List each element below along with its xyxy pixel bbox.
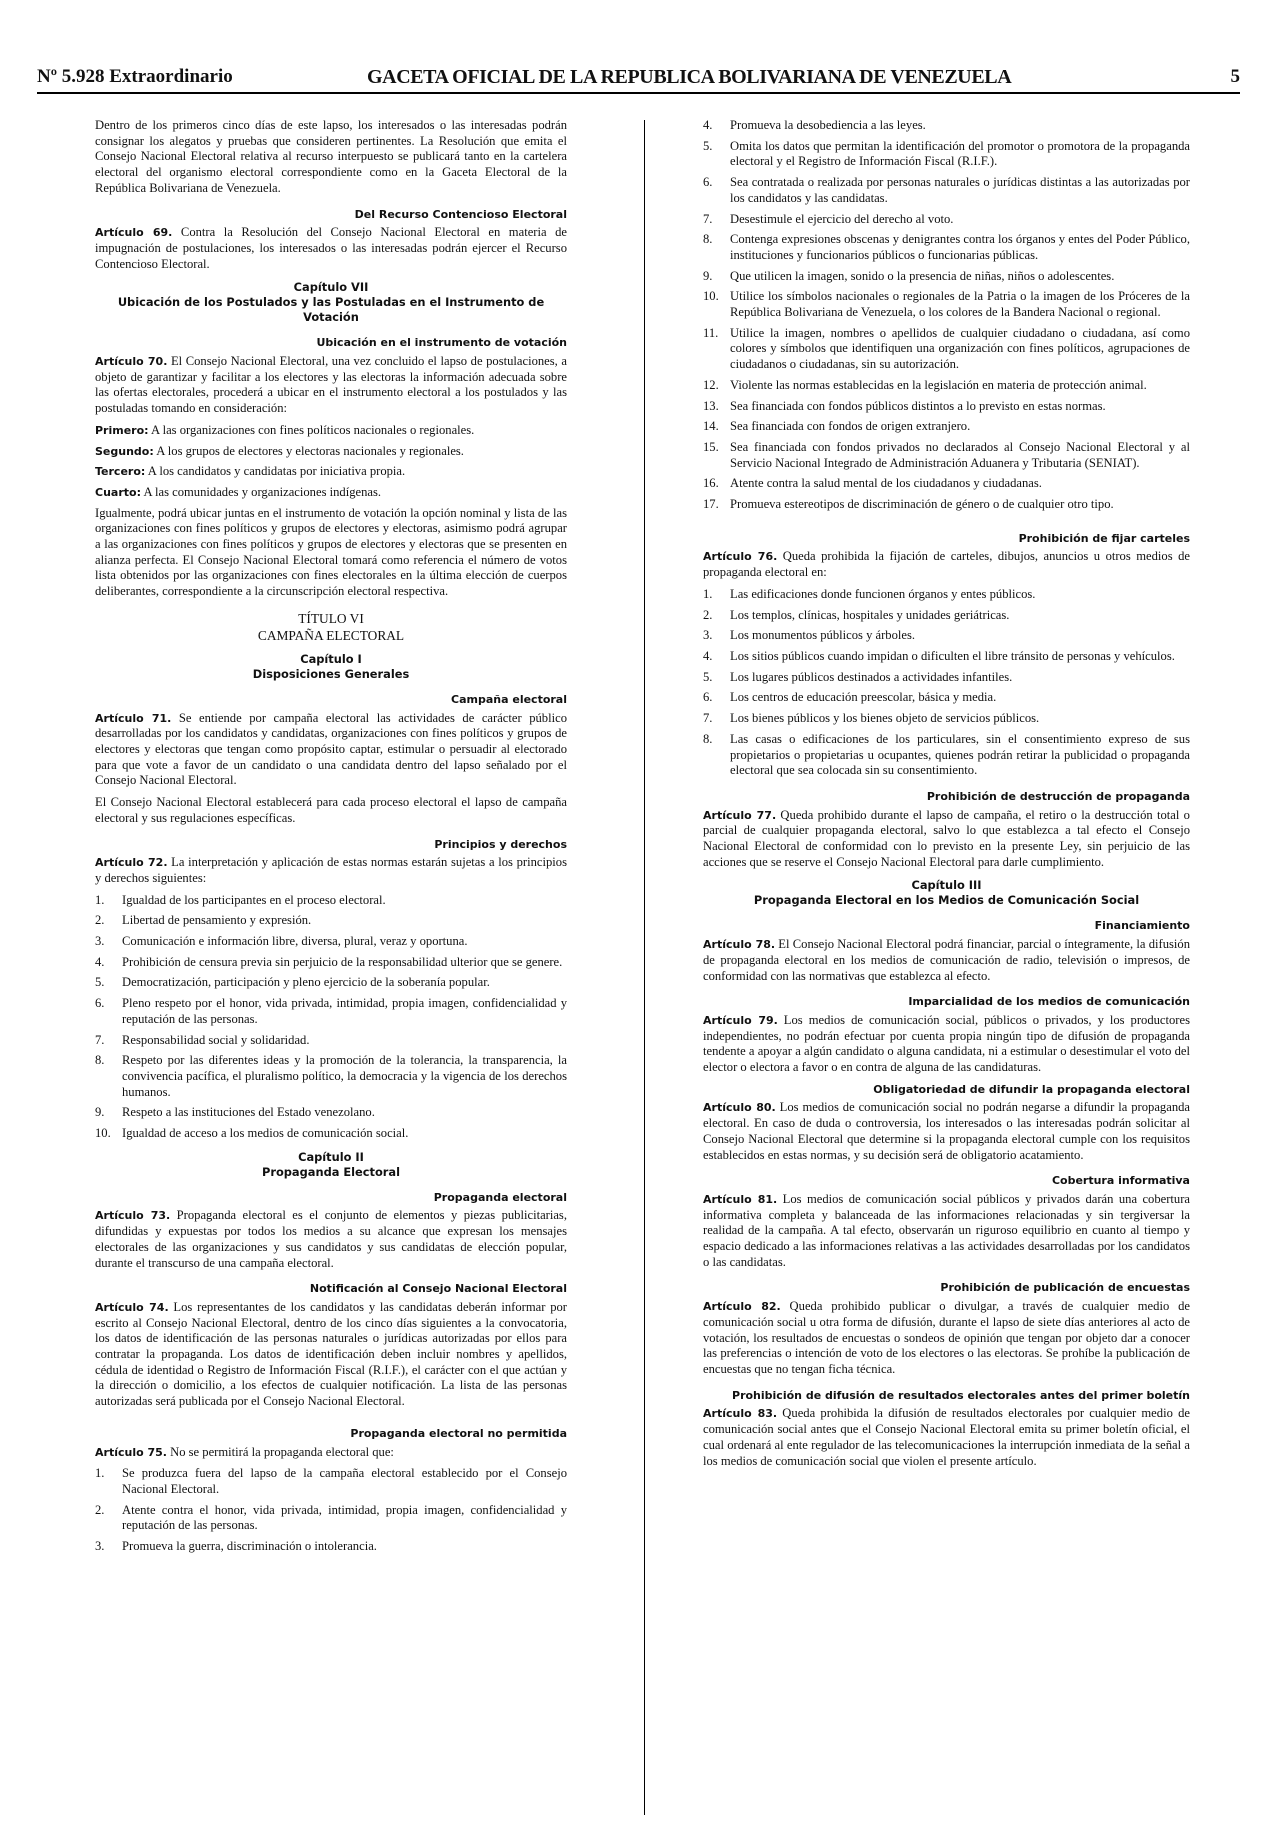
section-heading: Financiamiento	[1094, 919, 1190, 933]
item-text: Los bienes públicos y los bienes objeto de servicios públicos.	[730, 711, 1040, 726]
list-item	[703, 711, 1190, 727]
item-text: Sea financiada con fondos públicos distintos a lo previsto en estas normas.	[730, 398, 1106, 413]
chapter-title: Propaganda Electoral en los Medios de Comunicación Social	[753, 893, 1140, 908]
list-item	[95, 955, 567, 971]
item-number: 9.	[95, 1105, 105, 1120]
item-number: 4.	[703, 118, 713, 132]
article-label: Artículo 82.	[703, 1300, 781, 1314]
item-text: Las edificaciones donde funcionen órganos y entes públicos.	[730, 586, 1036, 601]
item-text: Contenga expresiones obscenas y denigrantes contra los órganos y entes del Poder Público, instituciones y funcionarios públicos o funcionarias públicas.	[730, 232, 1190, 262]
chapter-number: Capítulo II	[298, 1149, 364, 1164]
article-83	[703, 1406, 1190, 1469]
item-text: Igualdad de los participantes en el proceso electoral.	[122, 892, 386, 907]
list-item	[703, 212, 1190, 228]
item-number: 4.	[703, 648, 713, 663]
item-number: 6.	[95, 996, 105, 1011]
article-text: Propaganda electoral es el conjunto de elementos y piezas publicitarias, difundidas y expuestas por todos los medios a su alcance que expresan los mensajes electorales de las organizaciones y sus candidatos y sus candidatas de elección popular, durante el transcurso de una campaña electoral.	[95, 1208, 567, 1270]
column-divider	[644, 120, 645, 1815]
section-heading: Notificación al Consejo Nacional Electoral	[309, 1282, 567, 1296]
item-number: 8.	[703, 232, 713, 247]
list-item	[703, 289, 1190, 320]
item-text: Comunicación e información libre, diversa, plural, veraz y oportuna.	[122, 934, 468, 949]
article-72	[95, 855, 567, 886]
section-heading: Obligatoriedad de difundir la propaganda electoral	[873, 1082, 1190, 1096]
order-key: Cuarto:	[95, 485, 141, 499]
item-number: 8.	[95, 1053, 105, 1068]
list-item	[95, 1053, 567, 1100]
list-item	[703, 378, 1190, 394]
list-item	[703, 628, 1190, 644]
item-number: 9.	[703, 268, 713, 283]
chapter-number: Capítulo I	[300, 651, 362, 666]
article-80	[703, 1100, 1190, 1163]
article-text: Queda prohibida la fijación de carteles, dibujos, anuncios u otros medios de propaganda electoral en:	[703, 549, 1190, 580]
article-text: El Consejo Nacional Electoral podrá financiar, parcial o íntegramente, la difusión de propaganda electoral en los medios de comunicación de radio, televisión o impresos, de conformidad con las normativas que establezca al efecto.	[703, 937, 1190, 983]
list-item	[703, 118, 1190, 134]
section-heading: Campaña electoral	[451, 692, 567, 706]
list-item	[95, 975, 567, 991]
article-label: Artículo 70.	[95, 355, 168, 369]
order-item	[95, 423, 567, 439]
order-item	[95, 464, 567, 480]
item-text: Desestimule el ejercicio del derecho al voto.	[730, 211, 954, 226]
item-text: Violente las normas establecidas en la legislación en materia de protección animal.	[730, 377, 1147, 392]
article-text: Se entiende por campaña electoral las actividades de carácter público desarrolladas por los candidatos y candidatas, organizaciones con fines políticos y grupos de electores y electoras que tengan como propósito captar, estimular o persuadir al electorado para que vote a favor de un candidato o una candidata dentro del lapso señalado por el Consejo Nacional Electoral.	[95, 710, 567, 788]
order-value: A las organizaciones con fines políticos nacionales o regionales.	[151, 422, 475, 437]
article-label: Artículo 79.	[703, 1013, 778, 1027]
item-number: 11.	[703, 325, 719, 340]
item-text: Promueva la guerra, discriminación o intolerancia.	[122, 1539, 377, 1554]
item-text: Utilice la imagen, nombres o apellidos de cualquier ciudadano o ciudadana, así como colores y símbolos que identifiquen una organización con fines políticos, agrupaciones de ciudadanos o ciudadanas, sin su autorización.	[730, 325, 1190, 372]
article-78	[703, 937, 1190, 984]
section-heading: Prohibición de fijar carteles	[1018, 531, 1190, 545]
article-text: Los medios de comunicación social públicos y privados darán una cobertura informativa completa y balanceada de las informaciones relacionadas y sin tergiversar la realidad de la campaña. A tal efecto, observarán un riguroso equilibrio en cuanto al tiempo y espacio dedicado a las informaciones relativas a las actividades desarrolladas por los candidatos o las candidatas.	[703, 1191, 1190, 1269]
list-item	[95, 1105, 567, 1121]
order-item	[95, 444, 567, 460]
list-item	[703, 649, 1190, 665]
item-text: Igualdad de acceso a los medios de comunicación social.	[122, 1126, 409, 1141]
item-number: 7.	[703, 211, 713, 226]
item-number: 15.	[703, 439, 719, 454]
chapter-title: Ubicación de los Postulados y las Postuladas en el Instrumento de Votación	[117, 295, 545, 325]
paragraph: El Consejo Nacional Electoral establecerá para cada proceso electoral el lapso de campaña electoral y sus regulaciones específicas.	[95, 795, 567, 825]
item-number: 6.	[703, 175, 713, 190]
list-item	[95, 1033, 567, 1049]
item-number: 8.	[703, 731, 713, 746]
item-text: Que utilicen la imagen, sonido o la presencia de niñas, niños o adolescentes.	[730, 268, 1115, 283]
article-76	[703, 549, 1190, 580]
item-number: 2.	[703, 607, 713, 622]
item-number: 6.	[703, 690, 713, 705]
list-item	[95, 1126, 567, 1142]
left-column	[95, 118, 567, 1560]
list-item	[703, 269, 1190, 285]
list-item	[703, 399, 1190, 415]
article-text: No se permitirá la propaganda electoral que:	[166, 1444, 394, 1459]
article-79	[703, 1013, 1190, 1076]
article-label: Artículo 72.	[95, 856, 168, 870]
list-item	[703, 476, 1190, 492]
article-text: Queda prohibida la difusión de resultados electorales por cualquier medio de comunicación social antes que el Consejo Nacional Electoral emita su primer boletín oficial, el cual ordenará al ente regulador de las telecomunicaciones la interrupción inmediata de la señal a los medios de comunicación social que violen el presente artículo.	[703, 1406, 1190, 1468]
section-heading: Propaganda electoral	[433, 1190, 567, 1204]
order-item	[95, 485, 567, 501]
order-value: A las comunidades y organizaciones indígenas.	[143, 484, 382, 499]
item-number: 3.	[95, 1539, 105, 1554]
article-label: Artículo 78.	[703, 938, 776, 952]
item-text: Sea financiada con fondos de origen extranjero.	[730, 419, 971, 434]
right-column	[703, 118, 1190, 1475]
chapter-heading	[703, 878, 1190, 908]
item-number: 1.	[703, 586, 713, 601]
list-item	[703, 608, 1190, 624]
list-item	[703, 587, 1190, 603]
issue-number: Nº 5.928 Extraordinario	[37, 66, 233, 87]
article-label: Artículo 74.	[95, 1300, 169, 1314]
chapter-heading	[95, 280, 567, 325]
item-number: 16.	[703, 476, 719, 491]
article-label: Artículo 77.	[703, 808, 777, 822]
item-text: Se produzca fuera del lapso de la campaña electoral establecido por el Consejo Nacional Electoral.	[122, 1466, 567, 1496]
item-number: 10.	[95, 1126, 111, 1141]
item-text: Promueva la desobediencia a las leyes.	[730, 118, 926, 132]
chapter-number: Capítulo III	[911, 878, 982, 893]
list-item	[95, 1466, 567, 1497]
item-text: Los sitios públicos cuando impidan o dificulten el libre tránsito de personas y vehículos.	[730, 648, 1175, 663]
list-item	[703, 326, 1190, 373]
paragraph: Dentro de los primeros cinco días de este lapso, los interesados o las interesadas podrán consignar los alegatos y pruebas que consideren pertinentes. La Resolución que emita el Consejo Nacional Electoral relativa al recurso interpuesto se publicará tanto en la cartelera electoral del organismo electoral correspondiente como en la Gaceta Electoral de la República Bolivariana de Venezuela.	[95, 118, 567, 195]
item-number: 17.	[703, 497, 719, 512]
list-item	[703, 497, 1190, 513]
article-70	[95, 354, 567, 417]
title-number: TÍTULO VI	[298, 610, 364, 626]
article-82	[703, 1299, 1190, 1378]
header-rule	[37, 92, 1240, 94]
article-label: Artículo 81.	[703, 1192, 778, 1206]
article-77	[703, 808, 1190, 871]
article-label: Artículo 83.	[703, 1407, 778, 1421]
section-heading: Cobertura informativa	[1051, 1174, 1190, 1188]
item-text: Los centros de educación preescolar, básica y media.	[730, 690, 997, 705]
item-text: Prohibición de censura previa sin perjuicio de la responsabilidad ulterior que se genere.	[122, 954, 563, 969]
item-number: 1.	[95, 892, 105, 907]
item-number: 10.	[703, 289, 719, 304]
list-item	[703, 440, 1190, 471]
item-text: Las casas o edificaciones de los particulares, sin el consentimiento expreso de sus propietarios o propietarias u ocupantes, quienes podrán retirar la publicidad o propaganda electoral que sea colocada sin su consentimiento.	[730, 731, 1190, 778]
chapter-title: Disposiciones Generales	[252, 666, 410, 681]
article-75	[95, 1445, 567, 1461]
order-key: Tercero:	[95, 465, 146, 479]
article-81	[703, 1192, 1190, 1271]
item-number: 7.	[703, 711, 713, 726]
item-number: 5.	[95, 975, 105, 990]
list-item	[703, 690, 1190, 706]
list-item	[95, 934, 567, 950]
item-number: 7.	[95, 1032, 105, 1047]
section-heading: Ubicación en el instrumento de votación	[316, 336, 567, 350]
order-key: Primero:	[95, 423, 149, 437]
item-number: 13.	[703, 398, 719, 413]
list-item	[95, 913, 567, 929]
item-text: Promueva estereotipos de discriminación de género o de cualquier otro tipo.	[730, 497, 1114, 512]
list-item	[703, 232, 1190, 263]
item-number: 5.	[703, 138, 713, 153]
item-number: 5.	[703, 669, 713, 684]
article-label: Artículo 69.	[95, 226, 173, 240]
item-text: Utilice los símbolos nacionales o regionales de la Patria o la imagen de los Próceres de la República Bolivariana de Venezuela, o los colores de la Bandera Nacional o regional.	[730, 289, 1190, 320]
title-name: CAMPAÑA ELECTORAL	[257, 627, 405, 643]
article-74	[95, 1300, 567, 1410]
item-number: 3.	[95, 934, 105, 949]
article-text: Los medios de comunicación social no podrán negarse a difundir la propaganda electoral. En caso de duda o controversia, los interesados o las interesadas podrán solicitar al Consejo Nacional Electoral que determine si la propaganda electoral cumple con los requisitos establecidos en estas normas, y su decisión será de obligatorio acatamiento.	[703, 1100, 1191, 1162]
item-text: Libertad de pensamiento y expresión.	[122, 913, 312, 928]
section-heading: Propaganda electoral no permitida	[350, 1426, 567, 1440]
list-item	[703, 139, 1190, 170]
item-number: 2.	[95, 913, 105, 928]
article-text: Queda prohibido durante el lapso de campaña, el retiro o la destrucción total o parcial de cualquier propaganda electoral, salvo lo que establezca a tal efecto el Consejo Nacional Electoral de conformidad con lo previsto en la presente Ley, sin perjuicio de las acciones que se reserve el Consejo Nacional Electoral para darle cumplimiento.	[703, 807, 1190, 869]
item-text: Los monumentos públicos y árboles.	[730, 628, 916, 643]
list-item	[95, 1539, 567, 1555]
section-heading: Prohibición de publicación de encuestas	[940, 1281, 1190, 1295]
item-number: 12.	[703, 377, 719, 392]
item-text: Los templos, clínicas, hospitales y unidades geriátricas.	[730, 607, 1010, 622]
item-text: Responsabilidad social y solidaridad.	[122, 1032, 310, 1047]
list-item	[95, 996, 567, 1027]
item-text: Los lugares públicos destinados a actividades infantiles.	[730, 669, 1013, 684]
article-text: Los medios de comunicación social, públicos o privados, y los productores independientes, no podrán efectuar por cuenta propia ningún tipo de difusión de propaganda tendente a apoyar a algún candidato o alguna candidata, ni a estimular o desestimular el voto del elector o electora a favor o en contra de alguna de las candidaturas.	[703, 1012, 1190, 1075]
list-item	[95, 1503, 567, 1534]
item-text: Sea contratada o realizada por personas naturales o jurídicas distintas a las autorizadas por los candidatos y las candidatas.	[730, 175, 1190, 205]
item-number: 4.	[95, 954, 105, 969]
item-number: 3.	[703, 628, 713, 643]
section-heading: Del Recurso Contencioso Electoral	[354, 207, 567, 221]
item-text: Sea financiada con fondos privados no declarados al Consejo Nacional Electoral y al Servicio Nacional Integrado de Administración Aduanera y Tributaria (SENIAT).	[730, 439, 1190, 470]
order-key: Segundo:	[95, 444, 154, 458]
item-text: Atente contra el honor, vida privada, intimidad, propia imagen, confidencialidad y reputación de las personas.	[122, 1502, 567, 1533]
list-item	[703, 419, 1190, 435]
article-73	[95, 1208, 567, 1271]
order-value: A los grupos de electores y electoras nacionales y regionales.	[156, 443, 464, 458]
section-heading: Prohibición de destrucción de propaganda	[926, 789, 1190, 803]
article-label: Artículo 80.	[703, 1101, 776, 1115]
article-label: Artículo 71.	[95, 711, 172, 725]
article-71	[95, 711, 567, 790]
item-text: Omita los datos que permitan la identificación del promotor o promotora de la propaganda electoral y el Registro de Información Fiscal (R.I.F.).	[730, 138, 1190, 169]
item-text: Atente contra la salud mental de los ciudadanos y ciudadanas.	[730, 476, 1042, 491]
chapter-number: Capítulo VII	[293, 280, 369, 295]
section-heading: Prohibición de difusión de resultados electorales antes del primer boletín	[732, 1388, 1190, 1402]
order-value: A los candidatos y candidatas por iniciativa propia.	[147, 464, 406, 479]
item-text: Pleno respeto por el honor, vida privada, intimidad, propia imagen, confidencialidad y reputación de las personas.	[122, 996, 567, 1026]
list-item	[703, 670, 1190, 686]
item-text: Respeto por las diferentes ideas y la promoción de la tolerancia, la transparencia, la convivencia pacífica, el pluralismo político, la democracia y la vigencia de los derechos humanos.	[122, 1053, 567, 1099]
article-text: El Consejo Nacional Electoral, una vez concluido el lapso de postulaciones, a objeto de garantizar y facilitar a los electores y las electoras la información adecuada sobre las ofertas electorales, procederá a ubicar en el instrumento electoral a los postulados y las postuladas tomando en consideración:	[95, 354, 567, 416]
section-heading: Imparcialidad de los medios de comunicación	[908, 995, 1190, 1009]
gazette-title: GACETA OFICIAL DE LA REPUBLICA BOLIVARIANA DE VENEZUELA	[367, 66, 1012, 88]
list-item	[95, 893, 567, 909]
list-item	[703, 175, 1190, 206]
article-label: Artículo 75.	[95, 1445, 167, 1459]
list-item	[703, 732, 1190, 779]
section-heading: Principios y derechos	[434, 837, 567, 851]
chapter-heading	[95, 652, 567, 682]
article-text: La interpretación y aplicación de estas normas estarán sujetas a los principios y derechos siguientes:	[95, 855, 567, 885]
chapter-title: Propaganda Electoral	[261, 1164, 401, 1179]
article-69	[95, 225, 567, 272]
article-label: Artículo 76.	[703, 550, 778, 564]
item-text: Respeto a las instituciones del Estado venezolano.	[122, 1105, 375, 1120]
chapter-heading	[95, 1150, 567, 1180]
item-number: 14.	[703, 419, 719, 434]
item-number: 1.	[95, 1466, 105, 1481]
article-text: Los representantes de los candidatos y las candidatas deberán informar por escrito al Consejo Nacional Electoral, dentro de los cinco días siguientes a la convocatoria, los datos de identificación de las personas naturales o jurídicas autorizadas por ellos para contratar la propaganda. Los datos de identificación deben incluir nombres y apellidos, cédula de identidad o Registro de Información Fiscal (R.I.F.), el carácter con el que actúan y la dirección o domicilio, a los efectos de cualquier notificación. La lista de las personas autorizadas será publicada por el Consejo Nacional Electoral.	[95, 1299, 567, 1409]
page-number: 5	[1230, 66, 1240, 87]
article-label: Artículo 73.	[95, 1209, 171, 1223]
title-heading	[95, 610, 567, 644]
article-text: Queda prohibido publicar o divulgar, a través de cualquier medio de comunicación social u otra forma de difusión, durante el lapso de siete días anteriores al acto de votación, los resultados de encuestas o sondeos de opinión que tengan por objeto dar a conocer las preferencias o intención de voto de los electores o las electoras. Se prohíbe la publicación de encuestas que no tengan ficha técnica.	[703, 1299, 1190, 1376]
item-text: Democratización, participación y pleno ejercicio de la soberanía popular.	[122, 975, 490, 990]
paragraph: Igualmente, podrá ubicar juntas en el instrumento de votación la opción nominal y lista de las organizaciones con fines políticos y grupos de electores y electoras, asimismo podrá agrupar a las organizaciones con fines políticos y grupos de electores y electoras que se presenten en alianza perfecta. El Consejo Nacional Electoral tomará como referencia el número de votos lista obtenidos por las organizaciones con fines electorales en la última elección de cuerpos deliberantes, correspondiente a la circunscripción electoral respectiva.	[95, 505, 567, 599]
article-text: Contra la Resolución del Consejo Nacional Electoral en materia de impugnación de postulaciones, los interesados o las interesadas podrán ejercer el Recurso Contencioso Electoral.	[95, 225, 567, 271]
item-number: 2.	[95, 1502, 105, 1517]
